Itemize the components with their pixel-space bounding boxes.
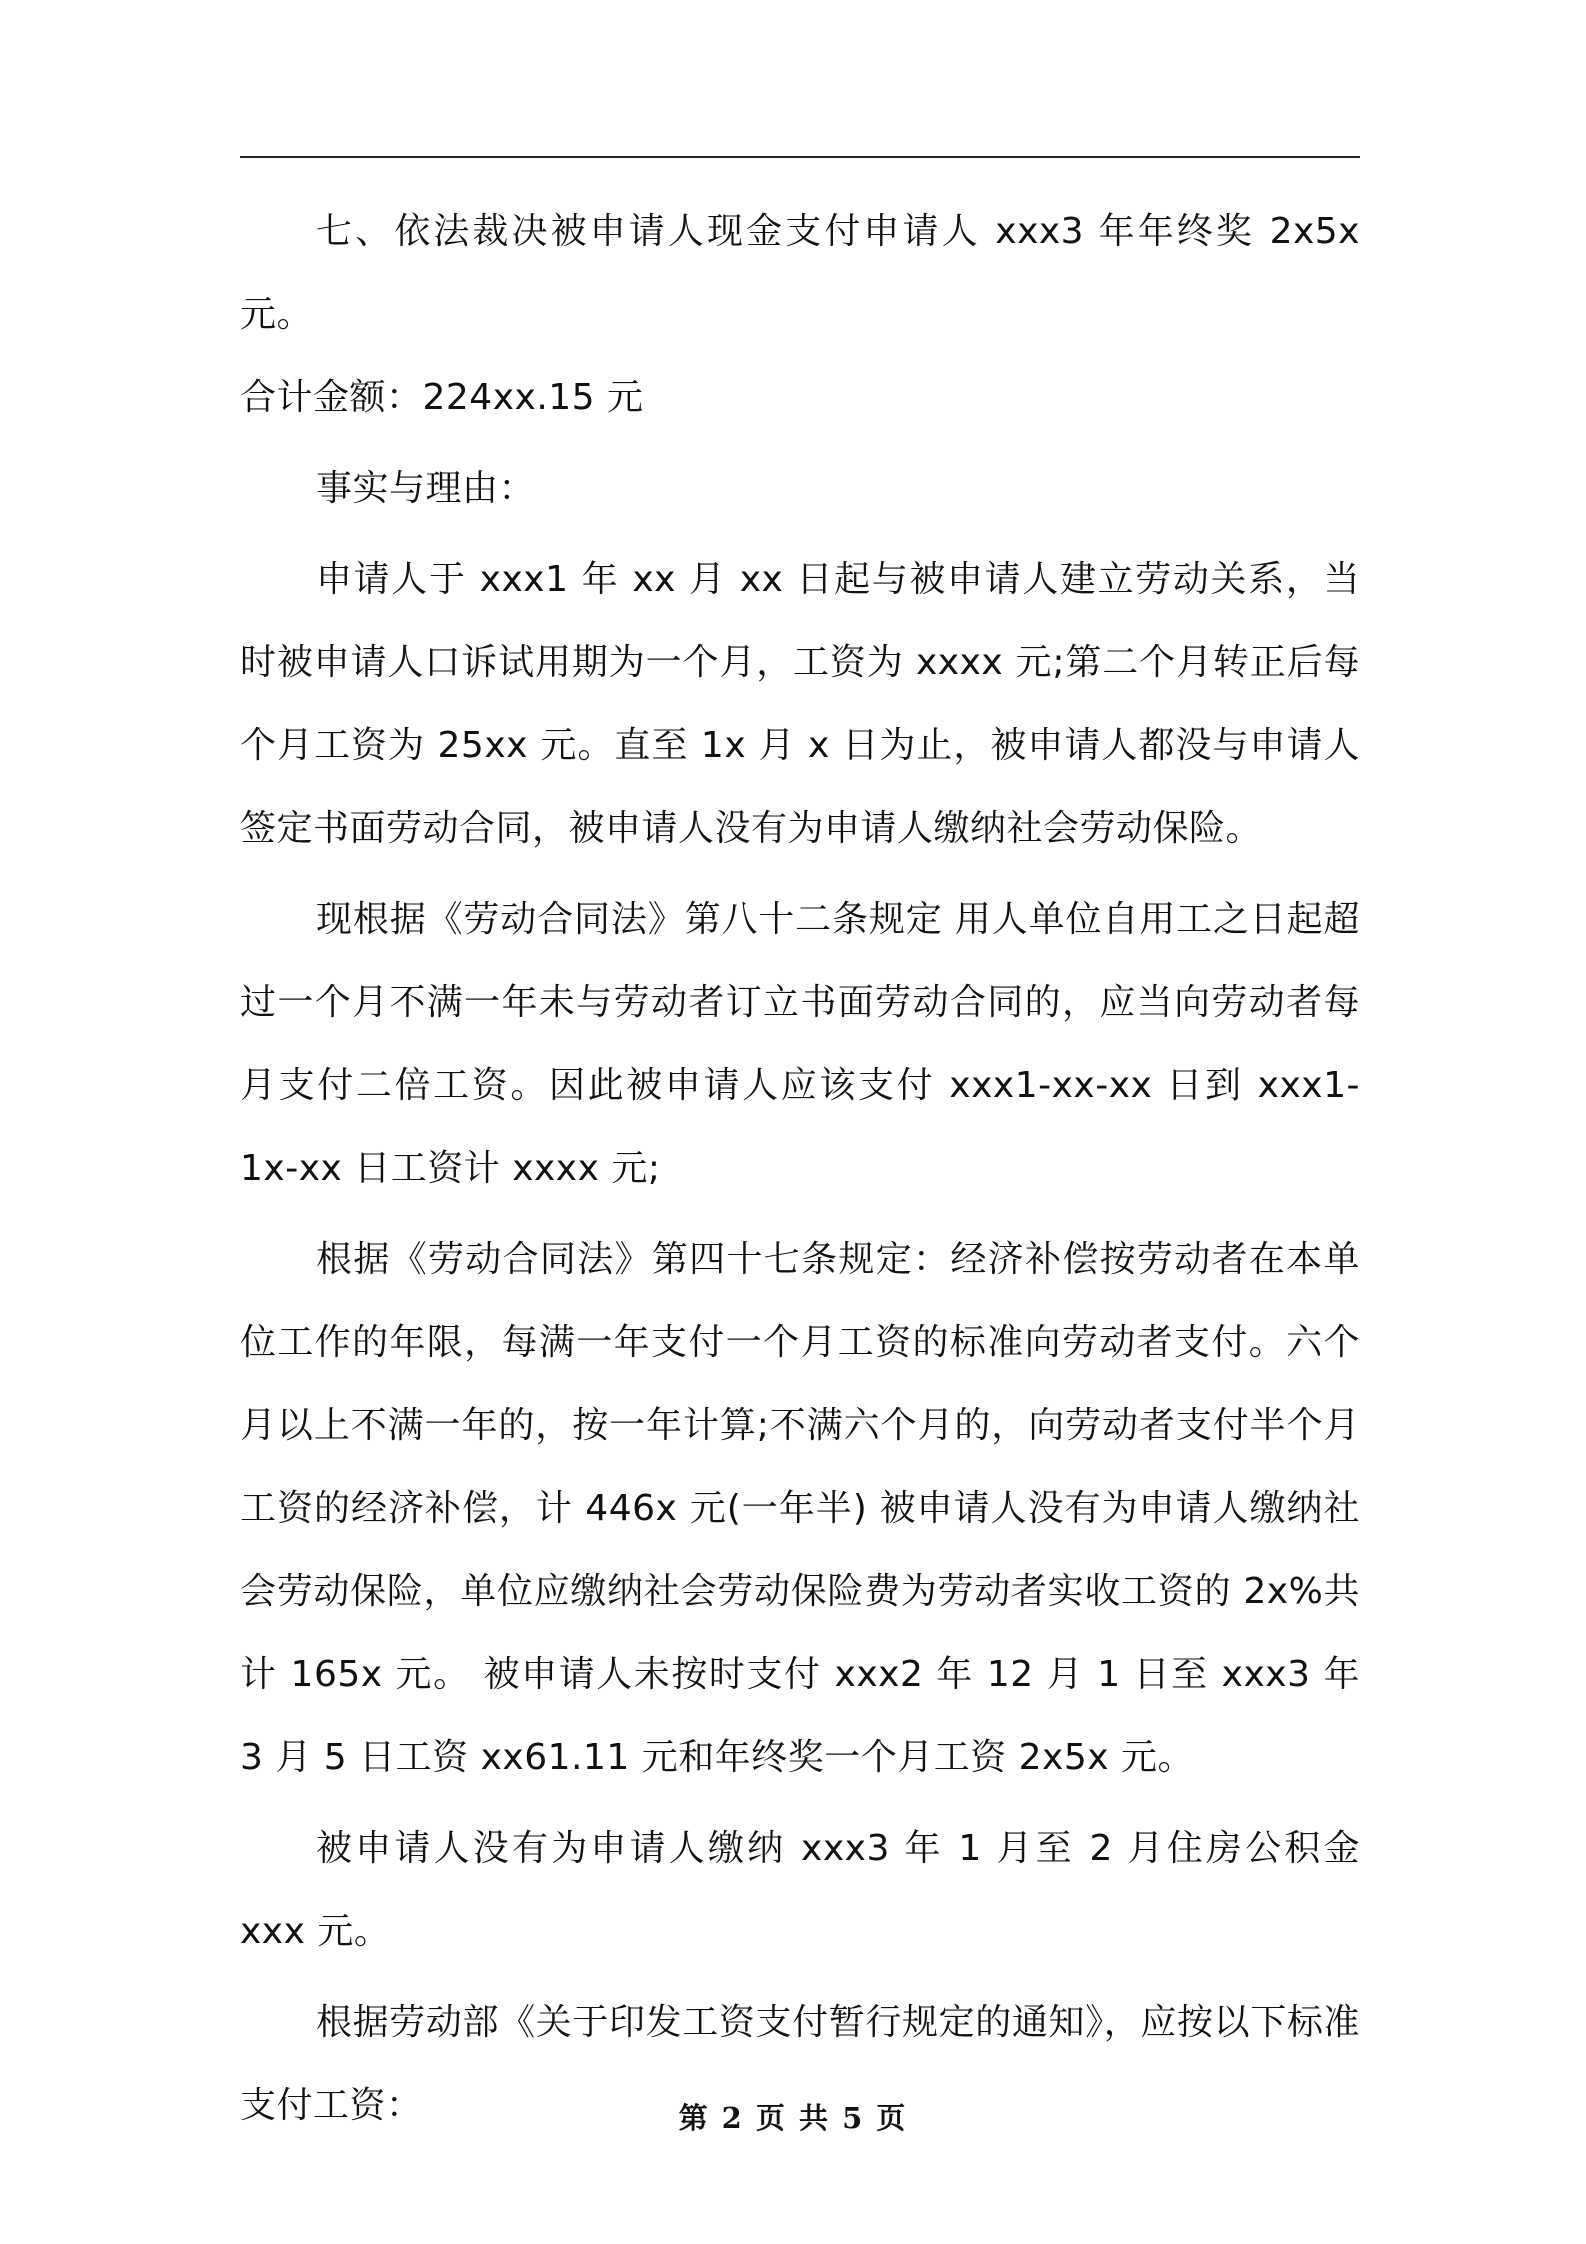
- paragraph-article-82: 现根据《劳动合同法》第八十二条规定 用人单位自用工之日起超过一个月不满一年未与劳动者订立书面劳动合同的，应当向劳动者每月支付二倍工资。因此被申请人应该支付 xxx1-xx-xx 日到 xxx1-1x-xx 日工资计 xxxx 元;: [240, 899, 1360, 1189]
- paragraph-claim-seven: 七、依法裁决被申请人现金支付申请人 xxx3 年年终奖 2x5x 元。: [240, 211, 1360, 335]
- paragraph-housing-fund: 被申请人没有为申请人缴纳 xxx3 年 1 月至 2 月住房公积金 xxx 元。: [240, 1828, 1360, 1952]
- paragraph-wage-regulation: 根据劳动部《关于印发工资支付暂行规定的通知》，应按以下标准支付工资：: [240, 2002, 1360, 2126]
- paragraph-total-amount: 合计金额：224xx.15 元: [240, 377, 644, 418]
- paragraph-facts-heading: 事实与理由：: [316, 468, 536, 509]
- document-body: [240, 190, 1360, 2147]
- paragraph-article-47: 根据《劳动合同法》第四十七条规定：经济补偿按劳动者在本单位工作的年限，每满一年支付一个月工资的标准向劳动者支付。六个月以上不满一年的，按一年计算;不满六个月的，向劳动者支付半个月工资的经济补偿，计 446x 元(一年半) 被申请人没有为申请人缴纳社会劳动保险，单位应缴纳社会劳动保险费为劳动者实收工资的 2x%共计 165x 元。 被申请人未按时支付 xxx2 年 12 月 1 日至 xxx3 年 3 月 5 日工资 xx61.11 元和年终奖一个月工资 2x5x 元。: [240, 1239, 1360, 1778]
- paragraph-employment-facts: 申请人于 xxx1 年 xx 月 xx 日起与被申请人建立劳动关系，当时被申请人口诉试用期为一个月，工资为 xxxx 元;第二个月转正后每个月工资为 25xx 元。直至 1x 月 x 日为止，被申请人都没与申请人签定书面劳动合同，被申请人没有为申请人缴纳社会劳动保险。: [240, 559, 1360, 849]
- header-rule: [240, 156, 1360, 158]
- page-number: 第 2 页 共 5 页: [678, 2101, 908, 2135]
